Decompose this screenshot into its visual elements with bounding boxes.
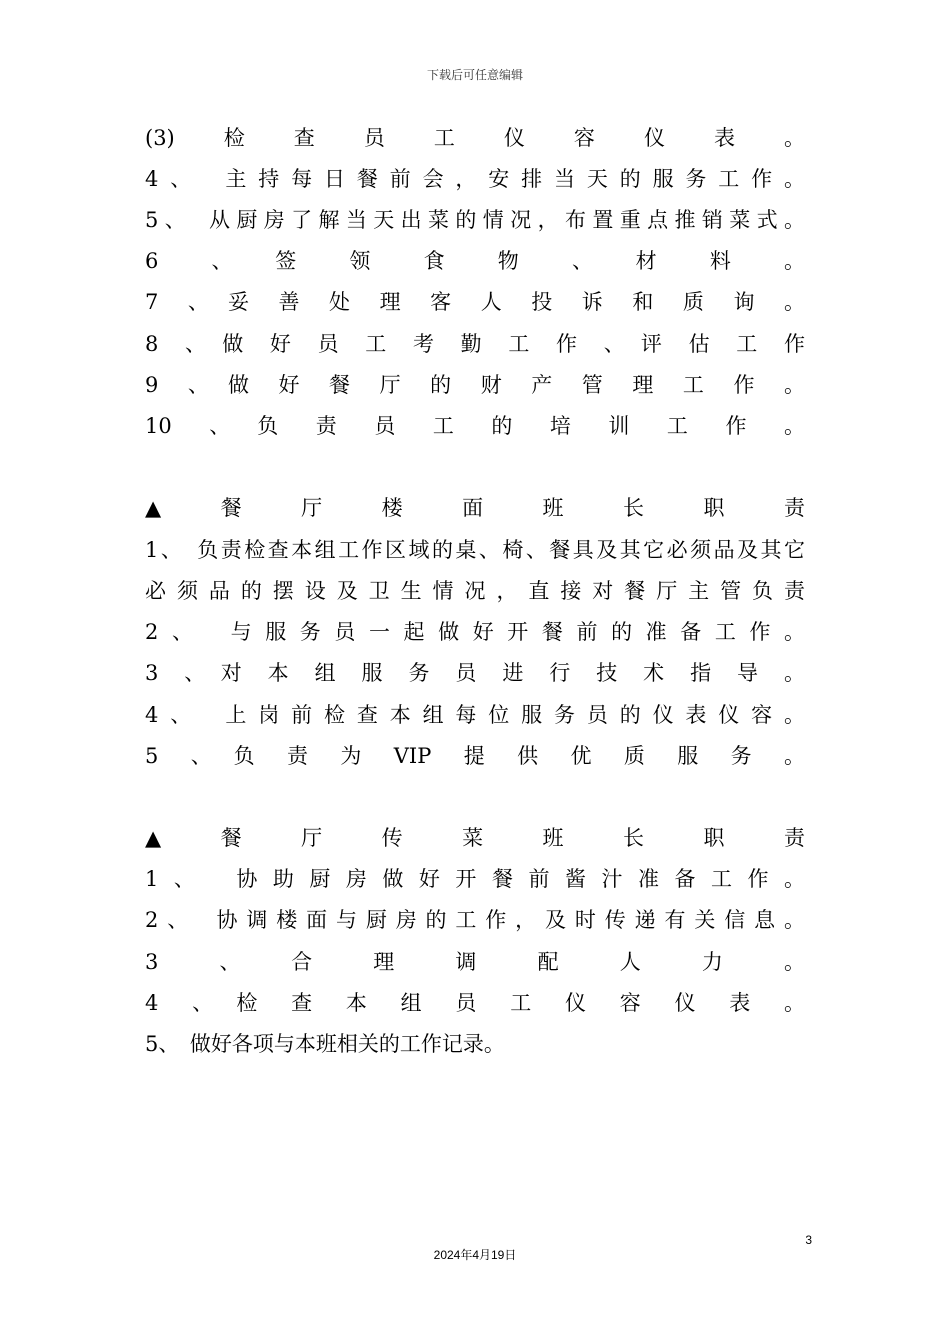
section-heading: ▲ 餐 厅 楼 面 班 长 职 责 [145,496,805,520]
duty-line: 2、 与服务员一起做好开餐前的准备工作。 [145,620,805,644]
duty-line: 8 、 做 好 员 工 考 勤 工 作 、 评 估 工 作 [145,332,805,356]
duty-line: 3 、 合 理 调 配 人 力 。 [145,950,805,974]
duty-line: 必须品的摆设及卫生情况，直接对餐厅主管负责 [145,579,805,603]
header-note: 下载后可任意编辑 [426,68,523,82]
duty-line: 1、 负责检查本组工作区域的桌、椅、餐具及其它必须品及其它 [145,538,805,562]
footer-date: 2024年4月19日 [433,1248,517,1262]
duty-line: 4 、 检 查 本 组 员 工 仪 容 仪 表 。 [145,991,805,1015]
duty-line: 4、 上岗前检查本组每位服务员的仪表仪容。 [145,703,805,727]
duty-line: 7 、 妥 善 处 理 客 人 投 诉 和 质 询 。 [145,290,805,314]
duty-line: 5、 做好各项与本班相关的工作记录。 [145,1032,505,1056]
duty-line: 10 、 负 责 员 工 的 培 训 工 作 。 [145,414,805,438]
duty-line: 2、 协调楼面与厨房的工作，及时传递有关信息。 [145,908,805,932]
duty-line: 3 、 对 本 组 服 务 员 进 行 技 术 指 导 。 [145,661,805,685]
duty-line: 6 、 签 领 食 物 、 材 料 。 [145,249,805,273]
page-number: 3 [805,1233,812,1247]
duty-line: 1、 协助厨房做好开餐前酱汁准备工作。 [145,867,805,891]
duty-line: (3) 检 查 员 工 仪 容 仪 表 。 [145,126,805,150]
duty-line: 4、 主持每日餐前会，安排当天的服务工作。 [145,167,805,191]
duty-line: 5、 从厨房了解当天出菜的情况，布置重点推销菜式。 [145,208,805,232]
duty-line: 9 、 做 好 餐 厅 的 财 产 管 理 工 作 。 [145,373,805,397]
section-heading: ▲ 餐 厅 传 菜 班 长 职 责 [145,826,805,850]
duty-line: 5 、 负 责 为 VIP 提 供 优 质 服 务 。 [145,744,805,768]
